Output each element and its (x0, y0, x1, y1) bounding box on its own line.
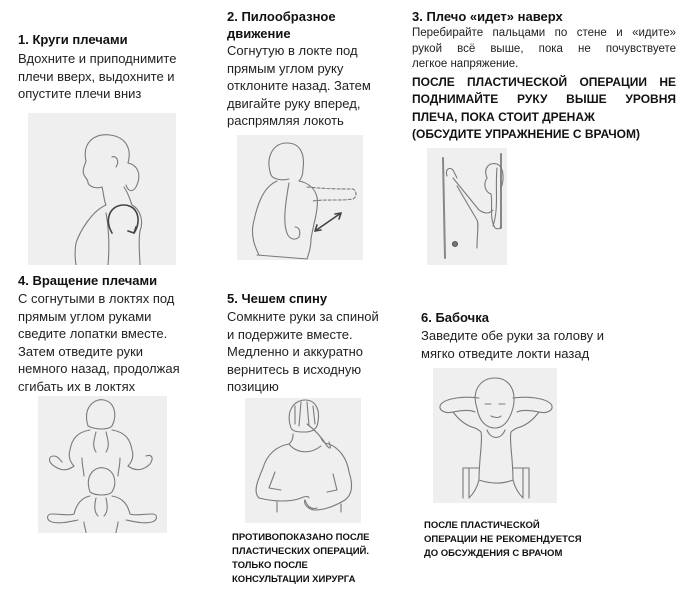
desc-line: прямым углом руку (227, 60, 344, 76)
exercise-1-title: 1. Круги плечами (18, 32, 128, 47)
note-line: ПОСЛЕ ПЛАСТИЧЕСКОЙ (424, 520, 540, 531)
desc-line: Заведите обе руки за голову и (421, 328, 604, 343)
desc-line: Согнутую в локте под (227, 43, 358, 58)
note-line: КОНСУЛЬТАЦИИ ХИРУРГА (232, 574, 356, 585)
warning-line: ПЛЕЧА, ПОКА СТОИТ ДРЕНАЖ (412, 109, 595, 124)
exercise-1-description (18, 50, 228, 103)
desc-line: распрямляя локоть (227, 113, 344, 128)
desc-line: сведите лопатки вместе. (18, 326, 168, 341)
exercise-1 (18, 31, 228, 103)
warning-line: (ОБСУДИТЕ УПРАЖНЕНИЕ С ВРАЧОМ) (412, 127, 640, 141)
desc-line: двигайте руку вперед, (227, 95, 361, 111)
desc-line: Вдохните и приподнимите (18, 51, 177, 66)
saw-motion-illustration (237, 135, 363, 260)
exercise-4 (18, 272, 228, 395)
warning-line: ПОСЛЕ ПЛАСТИЧЕСКОЙ ОПЕРАЦИИ НЕ (412, 74, 676, 89)
shoulder-circles-illustration (28, 113, 176, 265)
desc-line: вернитесь в исходную (227, 361, 362, 377)
butterfly-illustration (433, 368, 557, 503)
exercise-3-title: 3. Плечо «идет» наверх (412, 9, 563, 24)
desc-line: мягко отведите локти назад (421, 345, 590, 361)
note-line: ТОЛЬКО ПОСЛЕ (232, 560, 308, 571)
title-line: 2. Пилообразное (227, 9, 336, 24)
shoulder-rotation-illustration (38, 396, 167, 533)
exercise-3 (412, 8, 676, 144)
desc-line: плечи вверх, выдохните и (18, 68, 175, 84)
title-line: движение (227, 26, 291, 41)
exercise-2-description (227, 42, 407, 130)
exercise-6-description (421, 327, 681, 362)
desc-line: рукой всё выше, пока не почувствуете (412, 42, 676, 55)
desc-line: Перебирайте пальцами по стене и «идите» (412, 27, 676, 39)
desc-line: немного назад, продолжая (18, 361, 180, 376)
exercise-5-contraindication (232, 531, 412, 587)
exercise-5-title: 5. Чешем спину (227, 291, 328, 306)
note-line: ДО ОБСУЖДЕНИЯ С ВРАЧОМ (424, 548, 563, 559)
exercise-6 (421, 309, 681, 362)
exercise-6-warning (424, 519, 624, 561)
exercise-2 (227, 8, 407, 130)
desc-line: прямым углом руками (18, 308, 152, 324)
back-scratch-illustration (245, 398, 361, 523)
wall-climb-illustration (427, 148, 507, 265)
desc-line: и подержите вместе. (227, 326, 353, 342)
warning-line: ПОДНИМАЙТЕ РУКУ ВЫШЕ УРОВНЯ (412, 92, 676, 106)
desc-line: легкое напряжение. (412, 58, 519, 70)
exercise-5 (227, 290, 407, 396)
exercise-5-description (227, 308, 407, 396)
exercise-3-description (412, 26, 676, 73)
desc-line: сгибать их в локтях (18, 378, 136, 394)
exercise-2-title (227, 8, 407, 42)
desc-line: отклоните назад. Затем (227, 78, 371, 93)
desc-line: позицию (227, 379, 279, 394)
desc-line: опустите плечи вниз (18, 86, 142, 101)
note-line: ПЛАСТИЧЕСКИХ ОПЕРАЦИЙ. (232, 546, 369, 557)
note-line: ОПЕРАЦИИ НЕ РЕКОМЕНДУЕТСЯ (424, 534, 582, 545)
exercise-6-title: 6. Бабочка (421, 310, 489, 325)
desc-line: Медленно и аккуратно (227, 344, 364, 359)
desc-line: Сомкните руки за спиной (227, 309, 379, 324)
desc-line: Затем отведите руки (18, 343, 144, 359)
exercise-4-description (18, 290, 228, 395)
note-line: ПРОТИВОПОКАЗАНО ПОСЛЕ (232, 532, 370, 543)
exercise-4-title: 4. Вращение плечами (18, 273, 158, 288)
desc-line: С согнутыми в локтях под (18, 291, 175, 306)
exercise-3-warning (412, 74, 676, 144)
